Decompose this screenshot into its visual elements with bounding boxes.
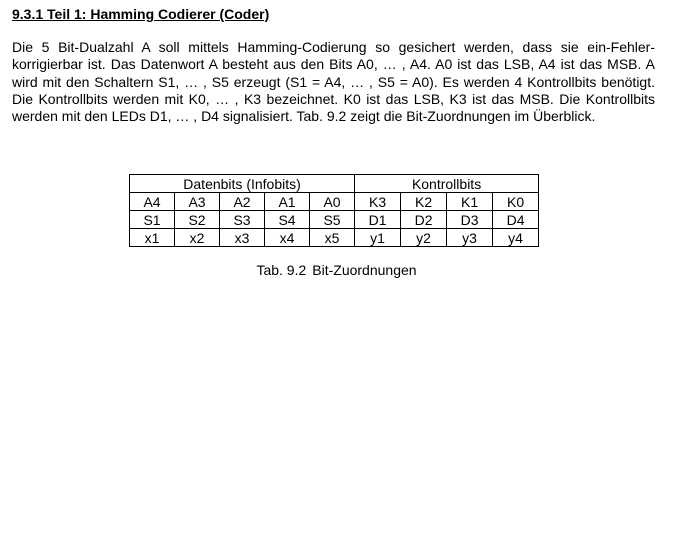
table-row [130,193,539,211]
table-cell: D2 [401,211,447,229]
table-cell: y3 [447,229,493,247]
section-heading: 9.3.1 Teil 1: Hamming Codierer (Coder) [12,6,270,22]
table-cell: x1 [130,229,175,247]
table-cell: x4 [265,229,310,247]
table-cell: D1 [355,211,401,229]
table-cell: D3 [447,211,493,229]
group-header-data-bits: Datenbits (Infobits) [130,175,355,193]
table-cell: D4 [493,211,539,229]
caption-text: Bit-Zuordnungen [312,262,417,278]
body-paragraph: Die 5 Bit-Dualzahl A soll mittels Hamming-Codierung so gesichert werden, dass sie ein-Fehler-korrigierbar ist. Das Datenwort A besteht aus den Bits A0, … , A4. A0 ist das LSB, A4 ist das MSB. A wird mit den Schaltern S1, … , S5 erzeugt (S1 = A4, … , S5 = A0). Es werden 4 Kontrollbits benötigt. Die Kontrollbits werden mit K0, … , K3 bezeichnet. K0 ist das LSB, K3 ist das MSB. Die Kontrollbits werden mit den LEDs D1, … , D4 signalisiert. Tab. 9.2 zeigt die Bit-Zuordnungen im Überblick. [12,39,655,125]
table-cell: K1 [447,193,493,211]
table-cell: y1 [355,229,401,247]
table-cell: y2 [401,229,447,247]
table-cell: S1 [130,211,175,229]
group-header-control-bits: Kontrollbits [355,175,539,193]
table-cell: A0 [310,193,355,211]
table-cell: y4 [493,229,539,247]
table-cell: A1 [265,193,310,211]
table-cell: K0 [493,193,539,211]
table-cell: x2 [175,229,220,247]
table-cell: x5 [310,229,355,247]
table-row [130,229,539,247]
table-cell: x3 [220,229,265,247]
bit-assignment-table [129,174,539,247]
table-row [130,211,539,229]
table-group-header-row [130,175,539,193]
table-cell: S2 [175,211,220,229]
table-cell: S4 [265,211,310,229]
table-cell: S5 [310,211,355,229]
table-cell: A3 [175,193,220,211]
caption-label: Tab. 9.2 [256,262,307,278]
table-cell: A4 [130,193,175,211]
table-cell: A2 [220,193,265,211]
table-cell: K3 [355,193,401,211]
table-cell: K2 [401,193,447,211]
table-caption [0,262,673,279]
table-cell: S3 [220,211,265,229]
